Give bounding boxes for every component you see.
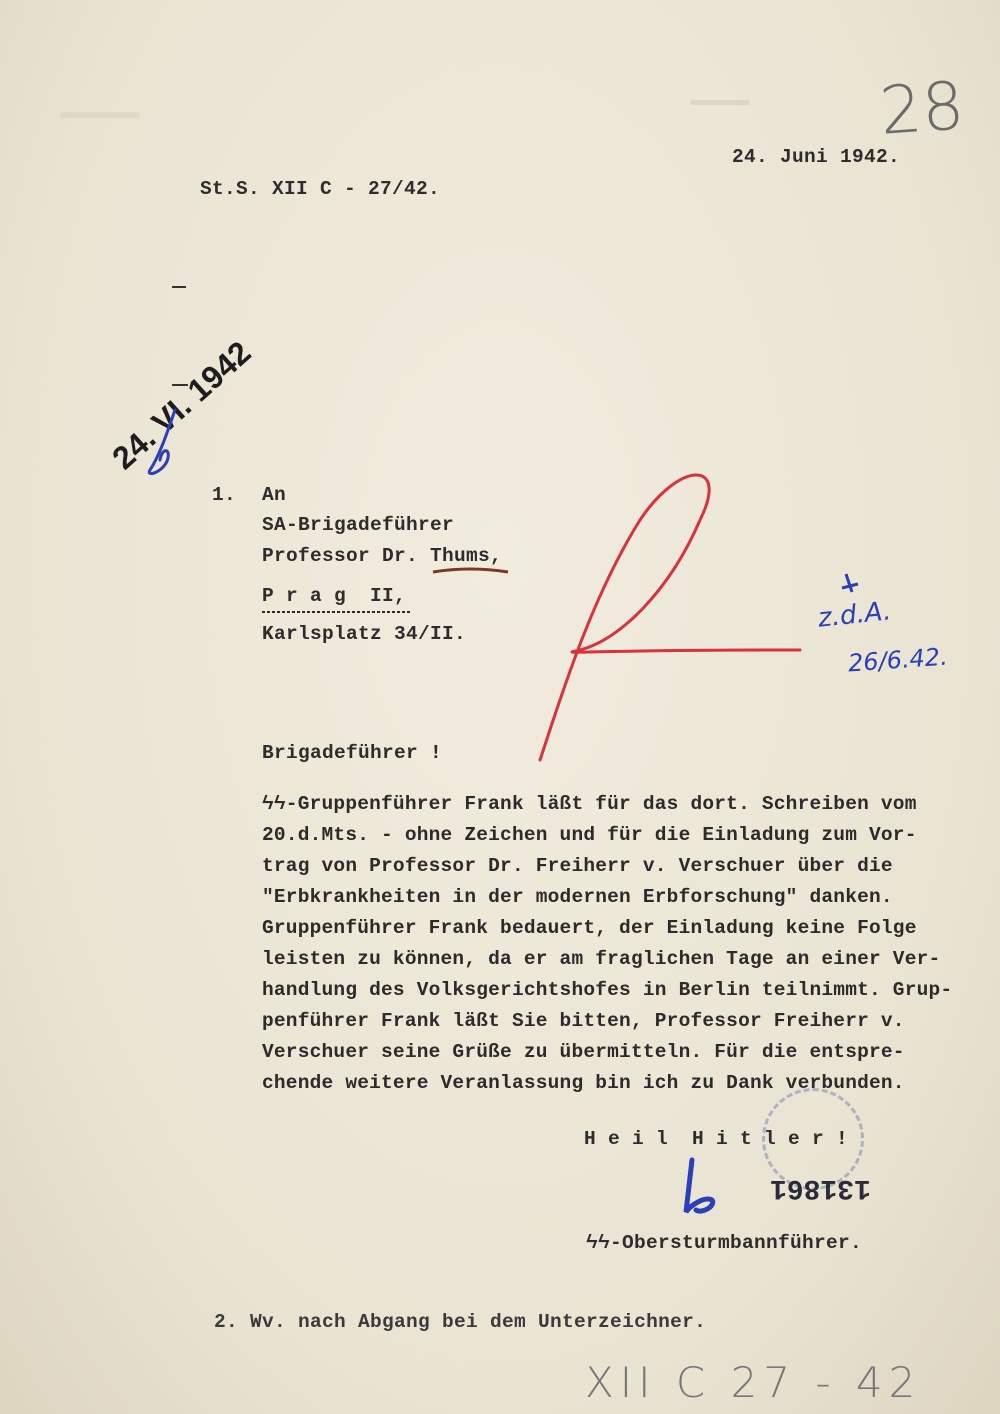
- item-number: 1.: [212, 484, 237, 506]
- body-line: 20.d.Mts. - ohne Zeichen und für die Einladung zum Vor-: [262, 824, 917, 846]
- received-date-stamp: 24. VI. 1942: [105, 334, 258, 477]
- bottom-file-reference: XII C 27 - 42: [585, 1358, 922, 1407]
- closing: H e i l H i t l e r !: [584, 1128, 849, 1150]
- address-rank: SA-Brigadeführer: [262, 514, 455, 536]
- address-to: An: [262, 484, 287, 506]
- blue-tick-mark: [842, 574, 858, 592]
- blue-signature: [686, 1160, 713, 1212]
- red-pencil-mark: [540, 475, 800, 760]
- body-line: handlung des Volksgerichtshofes in Berlin teilnimmt. Grup-: [262, 979, 953, 1001]
- body-line: trag von Professor Dr. Freiherr v. Verschuer über die: [262, 855, 893, 877]
- body-line: penführer Frank läßt Sie bitten, Professor Freiherr v.: [262, 1010, 905, 1032]
- file-reference: St.S. XII C - 27/42.: [200, 178, 441, 200]
- folio-number: 28: [877, 67, 967, 150]
- salutation: Brigadeführer !: [262, 742, 443, 764]
- signature-title: ϟϟ-Obersturmbannführer.: [586, 1232, 863, 1254]
- body-line: ϟϟ-Gruppenführer Frank läßt für das dort. Schreiben vom: [262, 793, 917, 815]
- blue-marginal-date: 26/6.42.: [847, 642, 949, 678]
- stamp-number: 131861: [770, 1172, 871, 1203]
- body-line: leisten zu können, da er am fraglichen Tage an einer Ver-: [262, 948, 941, 970]
- address-street: Karlsplatz 34/II.: [262, 623, 467, 645]
- body-line: Verschuer seine Grüße zu übermitteln. Für die entspre-: [262, 1041, 905, 1063]
- blue-initial-mark: [149, 410, 175, 474]
- thums-underline: [433, 569, 508, 572]
- letter-date: 24. Juni 1942.: [732, 146, 901, 168]
- address-city: P r a g II,: [262, 585, 407, 607]
- blue-marginal-note: z.d.A.: [816, 596, 893, 634]
- body-line: chende weitere Veranlassung bin ich zu Dank verbunden.: [262, 1072, 905, 1094]
- body-line: "Erbkrankheiten in der modernen Erbforschung" danken.: [262, 886, 893, 908]
- body-line: Gruppenführer Frank bedauert, der Einladung keine Folge: [262, 917, 917, 939]
- address-name: Professor Dr. Thums,: [262, 545, 503, 567]
- footer-instruction: 2. Wv. nach Abgang bei dem Unterzeichner.: [214, 1311, 707, 1333]
